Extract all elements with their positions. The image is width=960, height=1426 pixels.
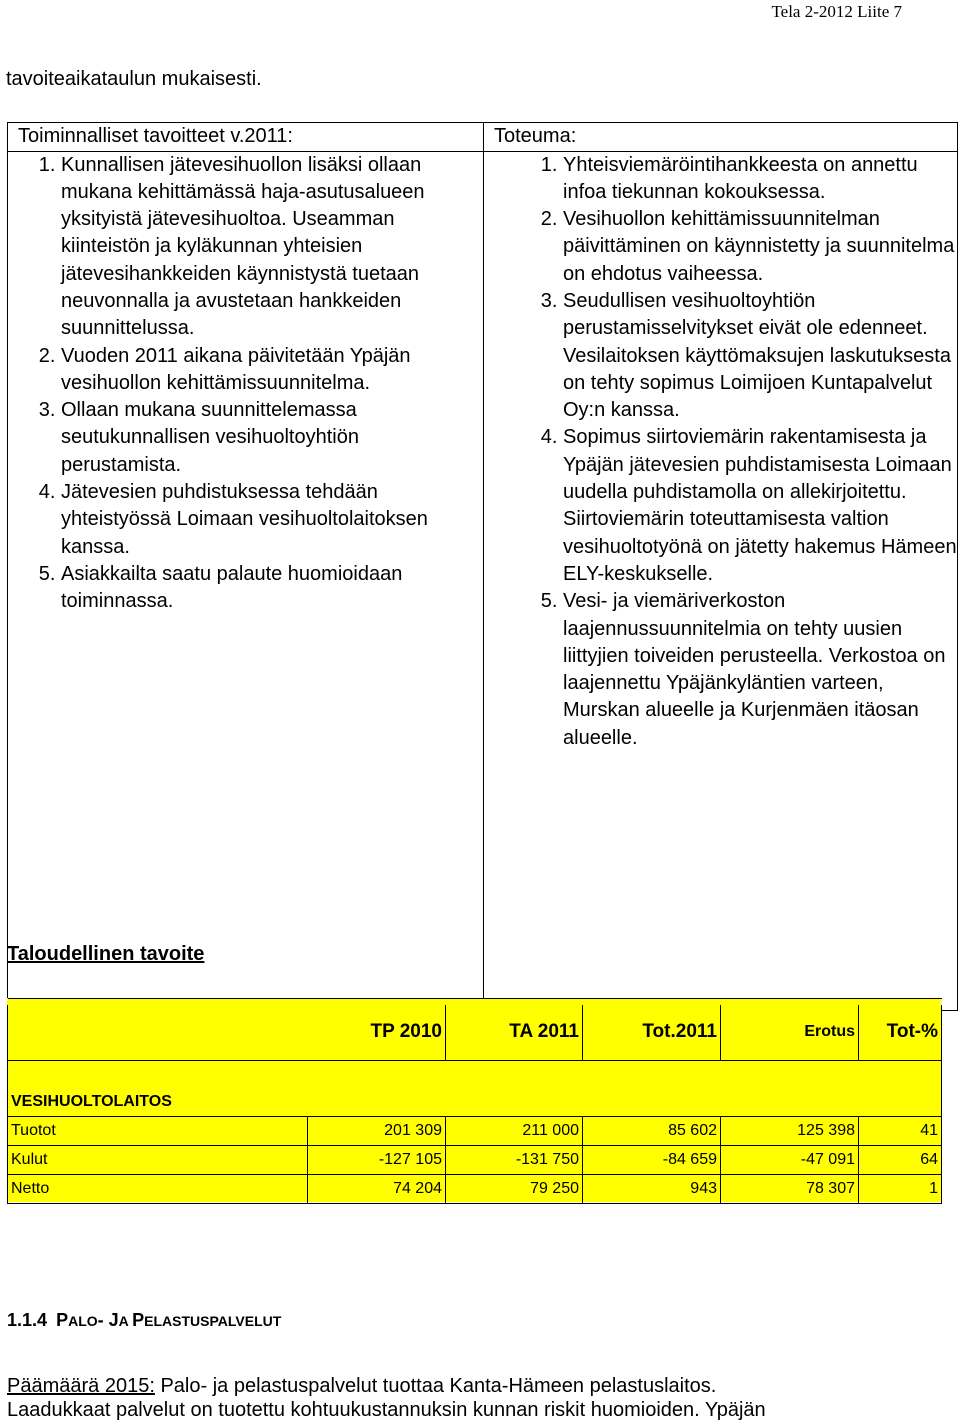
- section-title-part: ELASTUSPALVELUT: [144, 1313, 282, 1329]
- target-item: 3. Ollaan mukana suunnittelemassa seutukunnallisen vesihuoltoyhtiön perustamista.: [61, 397, 483, 479]
- cell-value: 85 602: [583, 1117, 721, 1146]
- cell-value: 211 000: [446, 1117, 583, 1146]
- cell-value: -131 750: [446, 1146, 583, 1175]
- target-item: 5. Asiakkailta saatu palaute huomioidaan toiminnassa.: [61, 561, 483, 616]
- finance-block: [7, 998, 941, 1202]
- col-tp2010: TP 2010: [308, 1005, 446, 1061]
- result-item: 5. Vesi- ja viemäriverkoston laajennussuunnitelmia on tehty uusien liittyjien toiveiden perusteella. Verkostoa on laajennettu Ypäjänkyläntien varteen, Murskan alueelle ja Kurjenmäen itäosan alueelle.: [563, 588, 957, 752]
- col-ta2011: TA 2011: [446, 1005, 583, 1061]
- section-heading: [7, 1310, 281, 1331]
- targets-list: [8, 152, 483, 616]
- cell-value: 943: [583, 1175, 721, 1204]
- results-cell: [484, 151, 958, 1010]
- row-label: Netto: [8, 1175, 308, 1204]
- results-list: [484, 152, 957, 753]
- page-reference: Tela 2-2012 Liite 7: [771, 2, 902, 21]
- section-number: 1.1.4: [7, 1310, 48, 1330]
- col-tot-pct: Tot-%: [859, 1005, 942, 1061]
- goals-left-header: Toiminnalliset tavoitteet v.2011:: [8, 123, 484, 152]
- section-label: VESIHUOLTOLAITOS: [8, 1089, 942, 1117]
- section-title-part: P: [132, 1310, 145, 1330]
- goal-paragraph: [7, 1374, 957, 1422]
- section-title-part: ALO: [68, 1313, 98, 1329]
- cell-value: 1: [859, 1175, 942, 1204]
- cell-value: 41: [859, 1117, 942, 1146]
- result-item: 1. Yhteisviemäröintihankkeesta on annettu infoa tiekunnan kokouksessa.: [563, 152, 957, 207]
- cell-value: 125 398: [721, 1117, 859, 1146]
- row-label: Tuotot: [8, 1117, 308, 1146]
- goal-text-line1: Palo- ja pelastuspalvelut tuottaa Kanta-Hämeen pelastuslaitos.: [154, 1375, 717, 1397]
- goal-label: Päämäärä 2015:: [7, 1375, 155, 1397]
- target-item: 1. Kunnallisen jätevesihuollon lisäksi ollaan mukana kehittämässä haja-asutusalueen yksityistä jätevesihuoltoa. Useamman kiinteistön ja kyläkunnan yhteisien jätevesihankkeiden käynnistystä tuetaan neuvonnalla ja avustetaan hankkeiden suunnittelussa.: [61, 152, 483, 343]
- cell-value: 79 250: [446, 1175, 583, 1204]
- cell-value: 64: [859, 1146, 942, 1175]
- intro-text: tavoiteaikataulun mukaisesti.: [6, 68, 262, 90]
- result-item: 4. Sopimus siirtoviemärin rakentamisesta ja Ypäjän jätevesien puhdistamisesta Loimaan uudella puhdistamolla on allekirjoitettu. Siirtoviemärin toteuttamisesta valtion vesihuoltotyönä on jätetty hakemus Hämeen ELY-keskukselle.: [563, 424, 957, 588]
- goal-text-line2: Laadukkaat palvelut on tuotettu kohtuukustannuksin kunnan riskit huomioiden. Ypäjän: [7, 1399, 766, 1421]
- result-item: 3. Seudullisen vesihuoltoyhtiön perustamisselvitykset eivät ole edenneet. Vesilaitoksen käyttömaksujen laskutuksesta on tehty sopimus Loimijoen Kuntapalvelut Oy:n kanssa.: [563, 288, 957, 424]
- goals-table: [7, 122, 958, 1011]
- section-title-part: A: [118, 1313, 133, 1329]
- cell-value: -84 659: [583, 1146, 721, 1175]
- finance-title: Taloudellinen tavoite: [7, 943, 205, 965]
- col-tot2011: Tot.2011: [583, 1005, 721, 1061]
- cell-value: -127 105: [308, 1146, 446, 1175]
- col-erotus: Erotus: [721, 1005, 859, 1061]
- finance-corner: [8, 1005, 308, 1061]
- targets-cell: [8, 151, 484, 1010]
- finance-table: [7, 998, 942, 1204]
- target-item: 2. Vuoden 2011 aikana päivitetään Ypäjän vesihuollon kehittämissuunnitelma.: [61, 343, 483, 398]
- goals-right-header: Toteuma:: [484, 123, 958, 152]
- section-title-p: P: [56, 1310, 69, 1330]
- target-item: 4. Jätevesien puhdistuksessa tehdään yhteistyössä Loimaan vesihuoltolaitoksen kanssa.: [61, 479, 483, 561]
- row-label: Kulut: [8, 1146, 308, 1175]
- cell-value: 74 204: [308, 1175, 446, 1204]
- cell-value: -47 091: [721, 1146, 859, 1175]
- cell-value: 78 307: [721, 1175, 859, 1204]
- result-item: 2. Vesihuollon kehittämissuunnitelman päivittäminen on käynnistetty ja suunnitelma on ehdotus vaiheessa.: [563, 206, 957, 288]
- section-title-part: - J: [97, 1310, 119, 1330]
- cell-value: 201 309: [308, 1117, 446, 1146]
